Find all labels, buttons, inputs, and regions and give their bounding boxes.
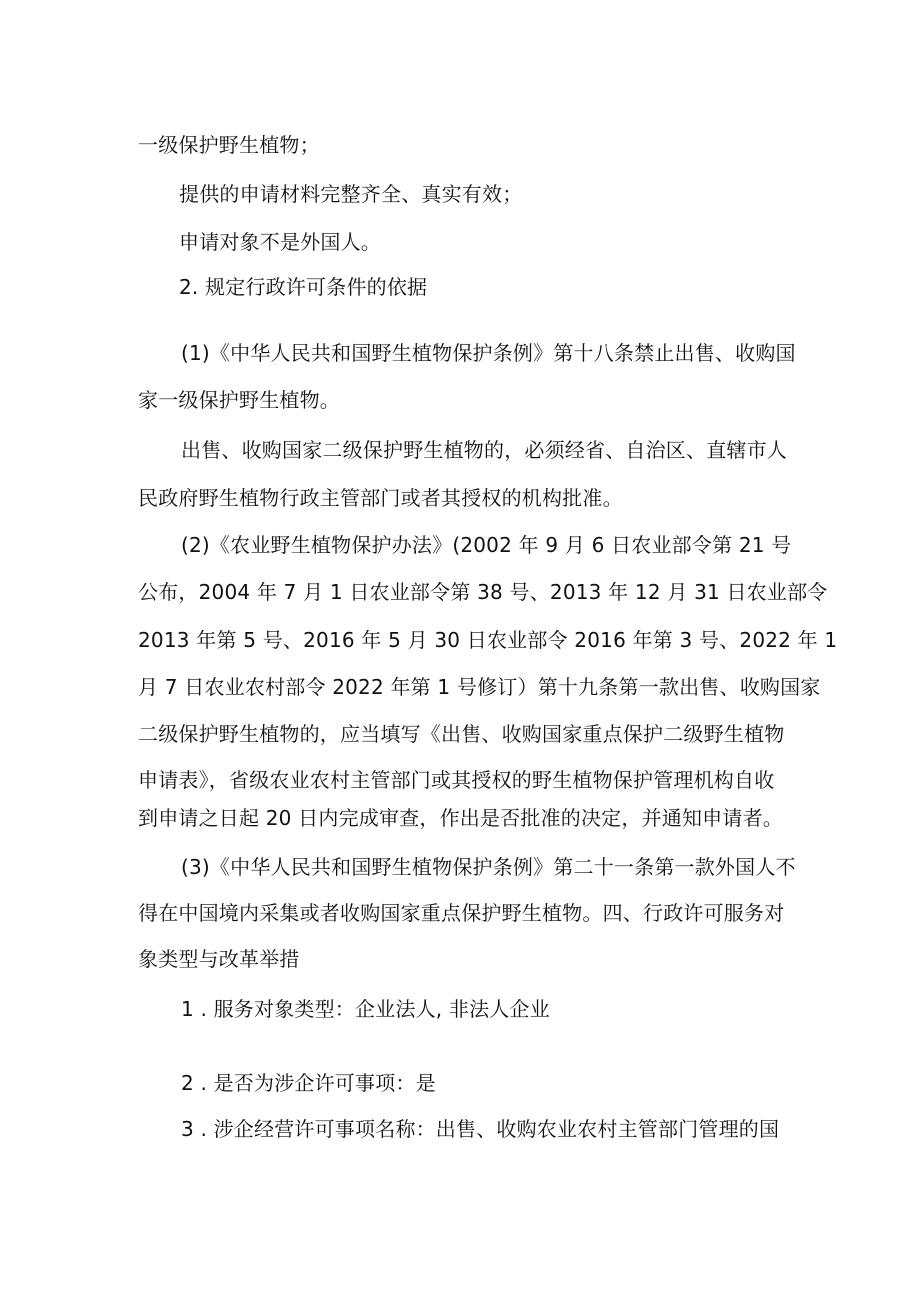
section-heading: 2. 规定行政许可条件的依据 <box>179 275 428 299</box>
text-line: 象类型与改革举措 <box>138 947 300 971</box>
list-item: 3 . 涉企经营许可事项名称：出售、收购农业农村主管部门管理的国 <box>181 1117 780 1141</box>
list-item: 1 . 服务对象类型：企业法人, 非法人企业 <box>181 997 550 1021</box>
text-line: 月 7 日农业农村部令 2022 年第 1 号修订）第十九条第一款出售、收购国家 <box>138 675 821 699</box>
text-line: 一级保护野生植物； <box>138 133 320 157</box>
text-line: 到申请之日起 20 日内完成审查，作出是否批准的决定，并通知申请者。 <box>138 806 783 830</box>
text-line: (3)《中华人民共和国野生植物保护条例》第二十一条第一款外国人不 <box>181 855 796 879</box>
text-line: 申请对象不是外国人。 <box>179 230 381 254</box>
text-line: (1)《中华人民共和国野生植物保护条例》第十八条禁止出售、收购国 <box>181 341 796 365</box>
text-line: 得在中国境内采集或者收购国家重点保护野生植物。四、行政许可服务对 <box>138 901 785 925</box>
list-item: 2 . 是否为涉企许可事项：是 <box>181 1071 436 1095</box>
text-line: (2)《农业野生植物保护办法》(2002 年 9 月 6 日农业部令第 21 号 <box>181 533 792 557</box>
text-line: 二级保护野生植物的，应当填写《出售、收购国家重点保护二级野生植物 <box>138 722 785 746</box>
text-line: 民政府野生植物行政主管部门或者其授权的机构批准。 <box>138 486 623 510</box>
text-line: 2013 年第 5 号、2016 年 5 月 30 日农业部令 2016 年第 3 号、2022 年 1 <box>138 628 838 652</box>
text-line: 出售、收购国家二级保护野生植物的，必须经省、自治区、直辖市人 <box>181 438 787 462</box>
text-line: 提供的申请材料完整齐全、真实有效； <box>179 182 523 206</box>
text-line: 申请表》，省级农业农村主管部门或其授权的野生植物保护管理机构自收 <box>138 768 775 792</box>
text-line: 公布，2004 年 7 月 1 日农业部令第 38 号、2013 年 12 月 31 日农业部令 <box>138 580 828 604</box>
text-line: 家一级保护野生植物。 <box>138 388 340 412</box>
